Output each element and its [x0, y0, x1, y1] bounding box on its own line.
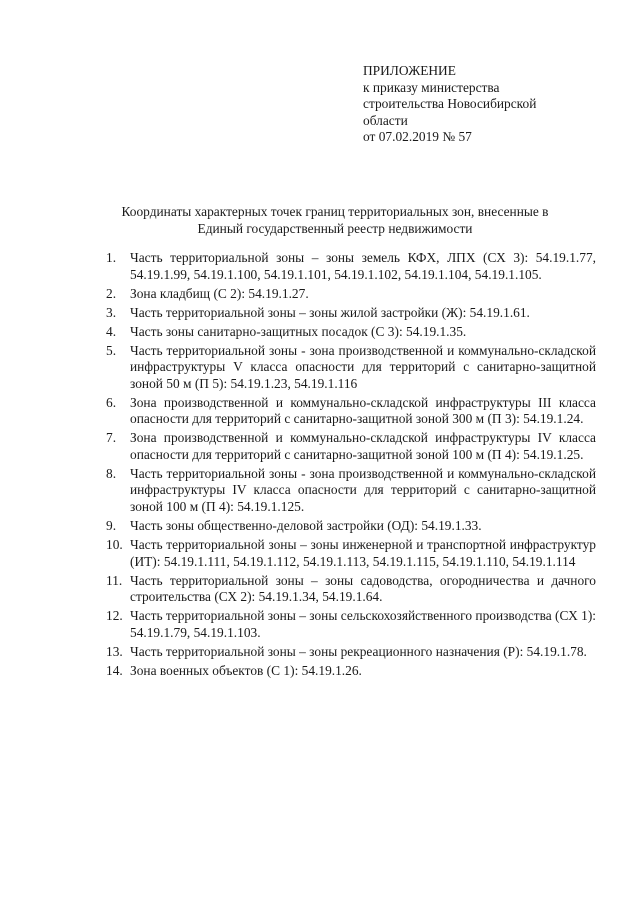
list-item [106, 573, 596, 606]
item-text: Зона военных объектов (С 1): 54.19.1.26. [130, 662, 362, 678]
item-text: Часть территориальной зоны – зоны инженерной и транспортной инфраструктур (ИТ): 54.19.1.111, 54.19.1.112, 54.19.1.113, 54.19.1.115, 54.19.1.110, 54.19.1.114 [130, 537, 596, 569]
appendix-block [363, 63, 613, 146]
list-item [106, 663, 596, 680]
appendix-line: строительства Новосибирской [363, 96, 537, 112]
item-number: 5. [106, 342, 117, 358]
item-number: 4. [106, 323, 117, 339]
list-item [106, 324, 596, 341]
item-number: 12. [106, 608, 123, 624]
item-number: 3. [106, 304, 117, 320]
appendix-line: к приказу министерства [363, 79, 500, 95]
appendix-heading: ПРИЛОЖЕНИЕ [363, 63, 456, 78]
item-number: 13. [106, 643, 123, 659]
item-number: 2. [106, 285, 117, 301]
item-text: Зона производственной и коммунально-складской инфраструктуры III класса опасности для территорий с санитарно-защитной зоной 300 м (П 3): 54.19.1.24. [130, 394, 596, 427]
item-number: 11. [106, 572, 123, 588]
item-text: Часть территориальной зоны – зоны земель КФХ, ЛПХ (СХ 3): 54.19.1.77, 54.19.1.99, 54.19.1.100, 54.19.1.101, 54.19.1.102, 54.19.1.104, 54.19.1.105. [130, 250, 596, 282]
list-item [106, 644, 596, 661]
list-item [106, 537, 596, 570]
list-item [106, 466, 596, 516]
item-number: 1. [106, 250, 117, 265]
item-text: Часть территориальной зоны - зона производственной и коммунально-складской инфраструктуры V класса опасности для территорий с санитарно-защитной зоной 50 м (П 5): 54.19.1.23, 54.19.1.116 [130, 342, 596, 391]
list-item [106, 395, 596, 428]
document-title [70, 204, 600, 237]
item-text: Часть зоны общественно-деловой застройки (ОД): 54.19.1.33. [130, 518, 482, 534]
item-text: Зона кладбищ (С 2): 54.19.1.27. [130, 285, 309, 301]
list-item [106, 608, 596, 641]
zone-list [106, 250, 596, 682]
list-item [106, 286, 596, 303]
item-text: Зона производственной и коммунально-складской инфраструктуры IV класса опасности для территорий с санитарно-защитной зоной 100 м (П 4): 54.19.1.25. [130, 430, 596, 462]
item-number: 8. [106, 465, 117, 481]
item-text: Часть зоны санитарно-защитных посадок (С 3): 54.19.1.35. [130, 323, 467, 339]
item-number: 7. [106, 430, 117, 446]
item-number: 9. [106, 518, 117, 534]
item-text: Часть территориальной зоны – зоны сельскохозяйственного производства (СХ 1): 54.19.1.79, 54.19.1.103. [130, 608, 596, 640]
title-line: Координаты характерных точек границ территориальных зон, внесенные в [121, 204, 549, 219]
item-number: 14. [106, 662, 123, 678]
appendix-date: от 07.02.2019 № 57 [363, 129, 472, 145]
list-item [106, 518, 596, 535]
list-item [106, 343, 596, 393]
list-item [106, 430, 596, 463]
list-item [106, 305, 596, 322]
item-text: Часть территориальной зоны – зоны рекреационного назначения (Р): 54.19.1.78. [130, 643, 587, 659]
item-text: Часть территориальной зоны – зоны жилой застройки (Ж): 54.19.1.61. [130, 304, 530, 320]
item-number: 10. [106, 537, 123, 553]
item-number: 6. [106, 394, 117, 410]
list-item [106, 250, 596, 283]
item-text: Часть территориальной зоны - зона производственной и коммунально-складской инфраструктуры IV класса опасности для территорий с санитарно-защитной зоной 100 м (П 4): 54.19.1.125. [130, 465, 596, 515]
title-line: Единый государственный реестр недвижимости [197, 220, 473, 236]
appendix-line: области [363, 112, 408, 128]
item-text: Часть территориальной зоны – зоны садоводства, огородничества и дачного строительства (СХ 2): 54.19.1.34, 54.19.1.64. [130, 572, 596, 605]
